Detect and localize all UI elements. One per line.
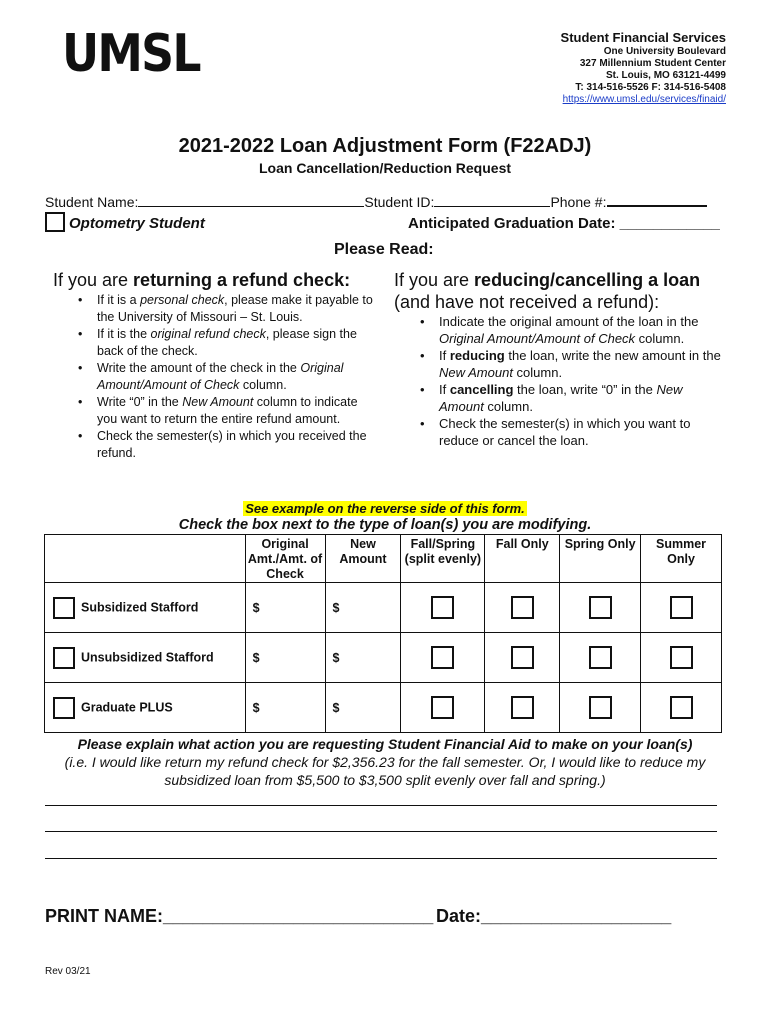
list-item: • Write “0” in the New Amount column to indicate you want to return the entire refund amount. [75,394,380,428]
graduation-date-field[interactable]: Anticipated Graduation Date: ____________ [408,215,720,232]
phone-field[interactable] [607,194,707,207]
new-amount-field[interactable]: $ [325,683,401,733]
student-id-field[interactable] [434,194,550,207]
phone-fax: T: 314-516-5526 F: 314-516-5408 [575,82,726,93]
umsl-logo: UMSL [62,24,200,84]
table-row [45,633,722,683]
student-name-field[interactable] [138,194,364,207]
list-item: • If it is a personal check, please make it payable to the University of Missouri – St. Louis. [75,292,380,326]
reduce-loan-instructions [417,313,722,449]
summer-only-checkbox[interactable] [670,696,693,719]
new-amount-field[interactable]: $ [325,633,401,683]
list-item: • If it is the original refund check, please sign the back of the check. [75,326,380,360]
fall-spring-cell [401,583,485,633]
header-summer-only: Summer Only [641,535,722,583]
explanation-line-1[interactable] [45,805,717,806]
fall-spring-checkbox[interactable] [431,596,454,619]
form-subtitle: Loan Cancellation/Reduction Request [258,160,512,176]
fall-spring-cell [401,633,485,683]
header-fall-only: Fall Only [485,535,560,583]
address-line-3: St. Louis, MO 63121-4499 [605,70,726,81]
loan-type-label: Subsidized Stafford [81,599,199,614]
loan-type-label: Unsubsidized Stafford [81,649,214,664]
header-spring-only: Spring Only [560,535,641,583]
student-info-row [45,194,725,210]
fall-only-cell [485,633,560,683]
form-title: 2021-2022 Loan Adjustment Form (F22ADJ) [178,135,592,157]
summer-only-cell [641,683,722,733]
office-address-block [561,30,726,106]
address-line-1: One University Boulevard [603,46,726,57]
optometry-checkbox[interactable] [45,212,65,232]
loan-type-cell [45,683,246,733]
original-amount-field[interactable]: $ [245,633,325,683]
date-field[interactable]: Date:___________________ [436,906,672,926]
table-row [45,683,722,733]
fall-only-checkbox[interactable] [511,696,534,719]
fall-spring-cell [401,683,485,733]
original-amount-field[interactable]: $ [245,583,325,633]
address-line-2: 327 Millennium Student Center [579,58,726,69]
header-blank-cell [45,535,246,583]
loan-type-cell [45,633,246,683]
highlighted-notice: See example on the reverse side of this form. [245,501,525,516]
refund-check-instructions [75,292,380,462]
fall-only-checkbox[interactable] [511,646,534,669]
refund-check-heading [53,269,350,291]
print-name-field[interactable]: PRINT NAME:___________________________ [45,906,434,926]
loan-select-checkbox[interactable] [53,647,75,669]
table-row [45,583,722,633]
explain-heading: Please explain what action you are requesting Student Financial Aid to make on your loan(s) [77,736,693,752]
explanation-line-2[interactable] [45,831,717,832]
loan-type-label: Graduate PLUS [81,699,173,714]
table-header-row [45,535,722,583]
fall-only-cell [485,583,560,633]
spring-only-cell [560,583,641,633]
new-amount-field[interactable]: $ [325,583,401,633]
header-fall-spring: Fall/Spring (split evenly) [401,535,485,583]
summer-only-checkbox[interactable] [670,596,693,619]
student-id-label: Student ID: [364,194,435,210]
fall-spring-checkbox[interactable] [431,646,454,669]
original-amount-field[interactable]: $ [245,683,325,733]
spring-only-checkbox[interactable] [589,596,612,619]
summer-only-cell [641,583,722,633]
loan-type-cell [45,583,246,633]
please-read-heading: Please Read: [334,241,434,258]
list-item: • If cancelling the loan, write “0” in the New Amount column. [417,381,722,415]
reverse-side-notice [0,500,770,518]
loan-type-instruction: Check the box next to the type of loan(s) you are modifying. [178,517,592,533]
list-item: • Check the semester(s) in which you want to reduce or cancel the loan. [417,415,722,449]
list-item: • If reducing the loan, write the new amount in the New Amount column. [417,347,722,381]
summer-only-checkbox[interactable] [670,646,693,669]
header-original-amount: Original Amt./Amt. of Check [245,535,325,583]
loan-table [44,534,722,733]
phone-label: Phone #: [550,194,607,210]
fall-only-checkbox[interactable] [511,596,534,619]
list-item: • Check the semester(s) in which you received the refund. [75,428,380,462]
loan-select-checkbox[interactable] [53,697,75,719]
heading-bold: returning a refund check: [133,270,351,290]
header-new-amount: New Amount [325,535,401,583]
fall-only-cell [485,683,560,733]
spring-only-checkbox[interactable] [589,646,612,669]
list-item: • Write the amount of the check in the Original Amount/Amount of Check column. [75,360,380,394]
office-website-link[interactable]: https://www.umsl.edu/services/finaid/ [562,94,726,105]
optometry-label: Optometry Student [69,215,205,232]
spring-only-checkbox[interactable] [589,696,612,719]
reduce-loan-heading: If you are reducing/cancelling a loan (and have not received a refund): [394,270,701,312]
spring-only-cell [560,683,641,733]
list-item: • Indicate the original amount of the loan in the Original Amount/Amount of Check column. [417,313,722,347]
explain-example: (i.e. I would like return my refund check for $2,356.23 for the fall semester. Or, I would like to reduce my subsidized loan from $5,500 to $3,500 split evenly over fall and spring.) [64,754,706,788]
loan-select-checkbox[interactable] [53,597,75,619]
explanation-line-3[interactable] [45,858,717,859]
spring-only-cell [560,633,641,683]
fall-spring-checkbox[interactable] [431,696,454,719]
student-name-label: Student Name: [45,194,139,210]
heading-prefix: If you are [53,270,134,290]
revision-label: Rev 03/21 [45,966,91,977]
office-name: Student Financial Services [560,30,726,45]
summer-only-cell [641,633,722,683]
